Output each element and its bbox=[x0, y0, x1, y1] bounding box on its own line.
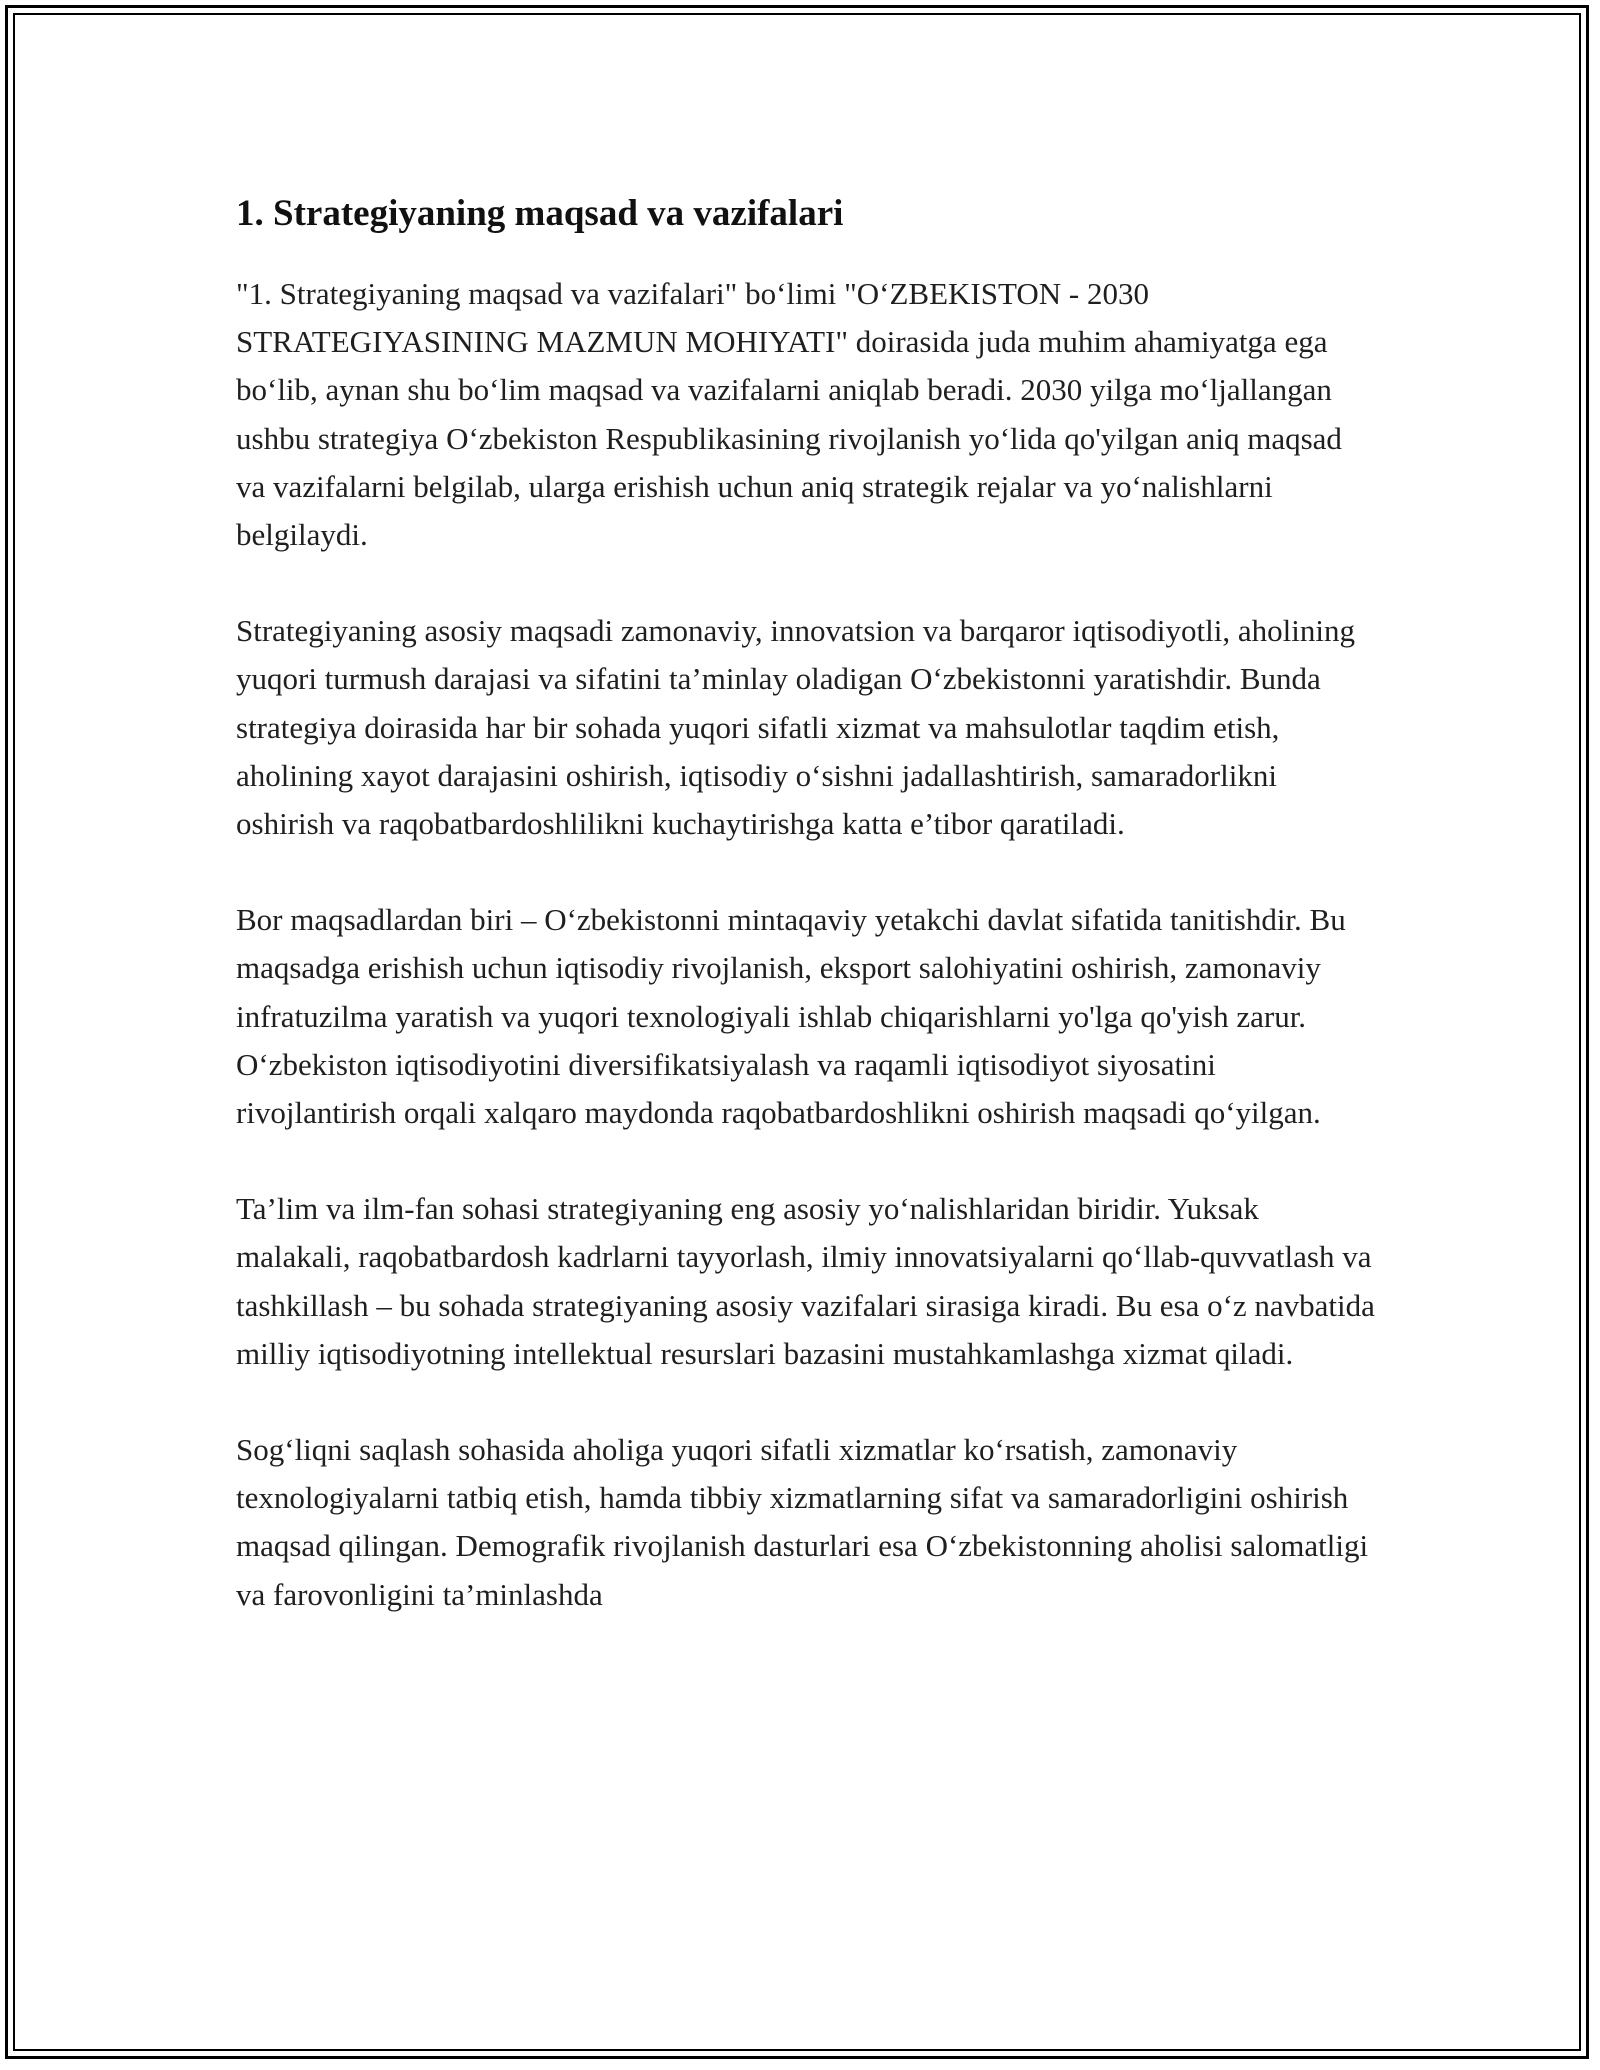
paragraph-education-science: Ta’lim va ilm-fan sohasi strategiyaning eng asosiy yo‘nalishlaridan biridir. Yuksak malakali, raqobatbardosh kadrlarni tayyorlash, ilmiy innovatsiyalarni qo‘llab-quvvatlash va tashkillash – bu sohada strategiyaning asosiy vazifalari sirasiga kiradi. Bu esa o‘z navbatida milliy iqtisodiyotning intellektual resurslari bazasini mustahkamlashga xizmat qiladi. bbox=[236, 1191, 1375, 1371]
section-title: 1. Strategiyaning maqsad va vazifalari bbox=[236, 193, 844, 234]
document-page bbox=[236, 184, 1376, 1667]
paragraph-healthcare: Sog‘liqni saqlash sohasida aholiga yuqori sifatli xizmatlar ko‘rsatish, zamonaviy texnologiyalarni tatbiq etish, hamda tibbiy xizmatlarning sifat va samaradorligini oshirish maqsad qilingan. Demografik rivojlanish dasturlari esa O‘zbekistonning aholisi salomatligi va farovonligini ta’minlashda bbox=[236, 1432, 1369, 1612]
paragraph-regional-leader: Bor maqsadlardan biri – O‘zbekistonni mintaqaviy yetakchi davlat sifatida tanitishdir. Bu maqsadga erishish uchun iqtisodiy rivojlanish, eksport salohiyatini oshirish, zamonaviy infratuzilma yaratish va yuqori texnologiyali ishlab chiqarishlarni yo'lga qo'yish zarur. O‘zbekiston iqtisodiyotini diversifikatsiyalash va raqamli iqtisodiyot siyosatini rivojlantirish orqali xalqaro maydonda raqobatbardoshlikni oshirish maqsadi qo‘yilgan. bbox=[236, 902, 1346, 1131]
paragraph-main-goal: Strategiyaning asosiy maqsadi zamonaviy, innovatsion va barqaror iqtisodiyotli, aholining yuqori turmush darajasi va sifatini ta’minlay oladigan O‘zbekistonni yaratishdir. Bunda strategiya doirasida har bir sohada yuqori sifatli xizmat va mahsulotlar taqdim etish, aholining xayot darajasini oshirish, iqtisodiy o‘sishni jadallashtirish, samaradorlikni oshirish va raqobatbardoshlilikni kuchaytirishga katta e’tibor qaratiladi. bbox=[236, 613, 1355, 842]
paragraph-intro: "1. Strategiyaning maqsad va vazifalari" bo‘limi "O‘ZBEKISTON - 2030 STRATEGIYASINING MAZMUN MOHIYATI" doirasida juda muhim ahamiyatga ega bo‘lib, aynan shu bo‘lim maqsad va vazifalarni aniqlab beradi. 2030 yilga mo‘ljallangan ushbu strategiya O‘zbekiston Respublikasining rivojlanish yo‘lida qo'yilgan aniq maqsad va vazifalarni belgilab, ularga erishish uchun aniq strategik rejalar va yo‘nalishlarni belgilaydi. bbox=[236, 276, 1342, 553]
